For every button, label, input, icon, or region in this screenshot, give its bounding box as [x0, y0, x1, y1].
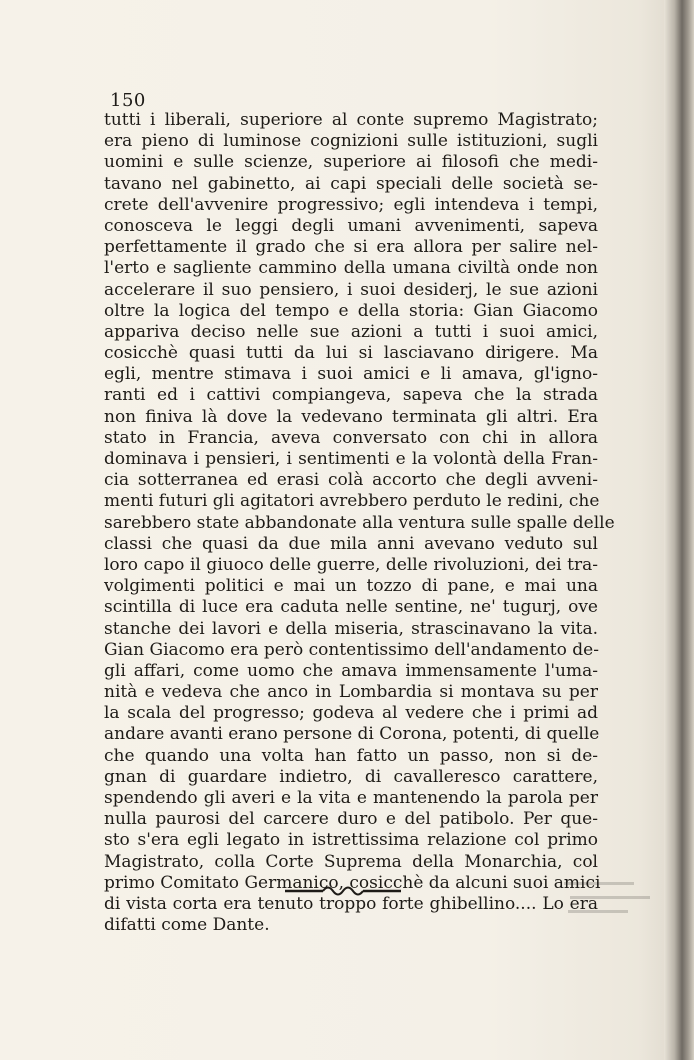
text-line: nulla paurosi del carcere duro e del patibolo. Per que-	[104, 809, 598, 830]
text-line: cosicchè quasi tutti da lui si lasciavano dirigere. Ma	[104, 343, 598, 364]
text-line: accelerare il suo pensiero, i suoi desiderj, le sue azioni	[104, 279, 598, 300]
text-line: di vista corta era tenuto troppo forte ghibellino.... Lo era	[104, 893, 598, 914]
text-line: Gian Giacomo era però contentissimo dell'andamento de-	[104, 639, 599, 660]
text-line: difatti come Dante.	[104, 915, 270, 936]
text-line: non finiva là dove la vedevano terminata gli altri. Era	[104, 406, 598, 427]
text-line: appariva deciso nelle sue azioni a tutti i suoi amici,	[104, 321, 598, 342]
text-line: spendendo gli averi e la vita e mantenendo la parola per	[104, 788, 598, 808]
text-line: nità e vedeva che anco in Lombardia si montava su per	[104, 682, 598, 703]
text-line: egli, mentre stimava i suoi amici e li amava, gl'igno-	[104, 364, 598, 385]
text-line: dominava i pensieri, i sentimenti e la volontà della Fran-	[104, 449, 598, 469]
text-line: Magistrato, colla Corte Suprema della Monarchia, col	[104, 851, 598, 872]
text-line: oltre la logica del tempo e della storia: Gian Giacomo	[104, 300, 598, 321]
text-line: crete dell'avvenire progressivo; egli intendeva i tempi,	[104, 194, 598, 215]
text-line: gli affari, come uomo che amava immensamente l'uma-	[104, 660, 598, 681]
text-line: perfettamente il grado che si era allora per salire nel-	[104, 237, 598, 258]
text-line: ranti ed i cattivi compiangeva, sapeva che la strada	[104, 385, 598, 406]
text-line: loro capo il giuoco delle guerre, delle rivoluzioni, dei tra-	[104, 554, 598, 575]
text-line: tutti i liberali, superiore al conte supremo Magistrato;	[104, 110, 598, 130]
text-line: la scala del progresso; godeva al vedere che i primi ad	[104, 703, 598, 724]
text-line: sarebbero state abbandonate alla ventura sulle spalle delle	[104, 512, 615, 533]
text-line: conosceva le leggi degli umani avvenimenti, sapeva	[104, 215, 598, 236]
text-line: tavano nel gabinetto, ai capi speciali delle società se-	[104, 173, 598, 194]
text-line: gnan di guardare indietro, di cavalleresco carattere,	[104, 766, 598, 787]
page-number: 150	[110, 90, 146, 111]
bleed-through-marks	[560, 876, 660, 926]
text-line: che quando una volta han fatto un passo, non si de-	[104, 745, 598, 766]
text-line: sto s'era egli legato in istrettissima relazione col primo	[104, 830, 598, 851]
text-line: menti futuri gli agitatori avrebbero perduto le redini, che	[104, 491, 600, 512]
text-line: volgimenti politici e mai un tozzo di pane, e mai una	[104, 576, 598, 597]
text-line: primo Comitato Germanico, cosicchè da alcuni suoi amici	[104, 872, 601, 893]
text-line: stanche dei lavori e della miseria, strascinavano la vita.	[104, 618, 598, 639]
book-spine-edge	[664, 0, 694, 1060]
text-line: era pieno di luminose cognizioni sulle istituzioni, sugli	[104, 131, 598, 152]
text-line: stato in Francia, aveva conversato con chi in allora	[104, 427, 598, 448]
body-text	[104, 110, 615, 936]
text-line: andare avanti erano persone di Corona, potenti, di quelle	[104, 724, 600, 745]
text-line: l'erto e sagliente cammino della umana civiltà onde non	[104, 258, 598, 279]
text-line: cia sotterranea ed erasi colà accorto che degli avveni-	[104, 470, 598, 491]
text-line: uomini e sulle scienze, superiore ai filosofi che medi-	[104, 152, 598, 173]
section-end-ornament	[283, 884, 403, 898]
text-line: classi che quasi da due mila anni avevano veduto sul	[104, 533, 598, 554]
text-line: scintilla di luce era caduta nelle sentine, ne' tugurj, ove	[104, 597, 598, 618]
